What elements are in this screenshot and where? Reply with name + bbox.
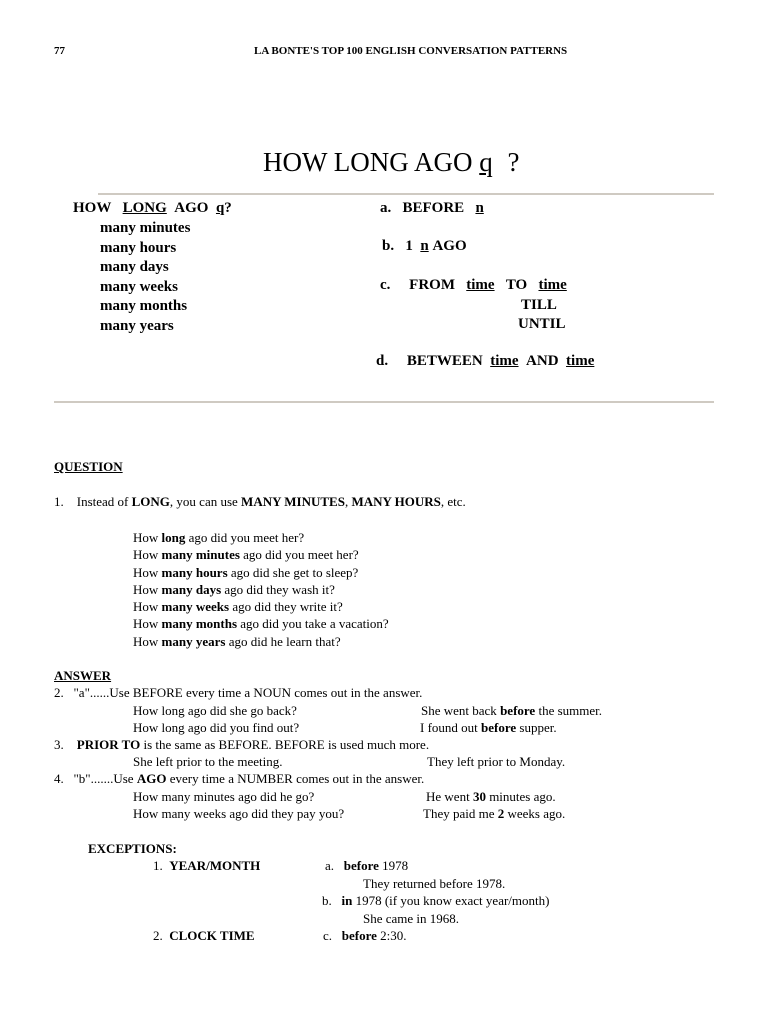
pattern-b [382, 238, 467, 255]
pattern-how: HOW [73, 200, 112, 216]
item-number: 1. [54, 494, 64, 509]
answer-pre: They paid me [423, 806, 498, 821]
pattern-c-from: FROM [409, 277, 455, 293]
answer-post: the summer. [535, 703, 602, 718]
exception-number: 2. [153, 928, 163, 943]
item2-ex1-q: How long ago did she go back? [133, 703, 297, 718]
item-number: 3. [54, 737, 64, 752]
exception-text: 1978 [378, 858, 409, 873]
exception-bold: before [343, 858, 379, 873]
question-heading: QUESTION [54, 459, 123, 474]
exception-label: CLOCK TIME [169, 928, 255, 943]
item4-ex1-a [426, 789, 556, 805]
pattern-c-letter: c. [380, 277, 391, 293]
exceptions-heading: EXCEPTIONS: [88, 841, 177, 856]
exception-1b-example: She came in 1968. [363, 911, 460, 926]
answer-pre: She went back [421, 703, 501, 718]
item3-text: is the same as BEFORE. BEFORE is used much more. [140, 737, 430, 752]
answer-pre: He went [426, 789, 473, 804]
pattern-question [73, 200, 232, 217]
item-number: 2. [54, 685, 64, 700]
item2-ex2-a [420, 720, 557, 736]
answer-post: weeks ago. [504, 806, 566, 821]
exception-bold: before [341, 928, 377, 943]
answer-post: supper. [516, 720, 557, 735]
example-line [133, 564, 389, 581]
pattern-b-word: AGO [432, 238, 467, 254]
example-bold: many minutes [161, 547, 240, 563]
example-post: ago did you meet her? [239, 547, 359, 563]
pattern-d-and: AND [526, 353, 559, 369]
example-line [133, 546, 389, 563]
pattern-qmark: ? [224, 200, 232, 216]
item3-bold: PRIOR TO [76, 737, 141, 752]
exception-text: 2:30. [376, 928, 407, 943]
alt-many-days: many days [100, 259, 169, 276]
exception-number: 1. [153, 858, 163, 873]
exception-1a [325, 858, 408, 874]
example-line [133, 598, 389, 615]
pattern-a-slot: n [475, 200, 484, 216]
example-pre: How [133, 547, 162, 563]
answer-item-3 [54, 737, 429, 753]
pattern-c-time2: time [538, 277, 567, 293]
pattern-alternatives [100, 219, 190, 337]
title-qmark: ? [507, 147, 520, 177]
exception-2c [323, 928, 407, 944]
example-bold: many days [161, 581, 222, 597]
pattern-c-until: UNTIL [518, 316, 566, 332]
pattern-d-between: BETWEEN [406, 353, 483, 369]
pattern-d-letter: d. [376, 353, 389, 369]
pattern-a [380, 200, 484, 217]
answer-bold: 2 [497, 806, 505, 821]
item4-ex2-q: How many weeks ago did they pay you? [133, 806, 345, 821]
pattern-d-time1: time [490, 353, 519, 369]
example-line [133, 581, 389, 598]
example-pre: How [133, 581, 162, 597]
pattern-c-to: TO [505, 277, 528, 293]
exception-text: 1978 (if you know exact year/month) [352, 893, 550, 908]
item4-post: every time a NUMBER comes out in the answer. [166, 771, 425, 786]
pattern-a-word: BEFORE [402, 200, 465, 216]
item2-ex2-q: How long ago did you find out? [133, 720, 300, 735]
pattern-b-slot: n [420, 238, 429, 254]
example-post: ago did he learn that? [225, 633, 341, 649]
example-post: ago did they write it? [229, 599, 343, 615]
example-bold: many years [161, 633, 226, 649]
example-post: ago did you take a vacation? [237, 616, 389, 632]
answer-pre: I found out [420, 720, 482, 735]
example-bold: many weeks [161, 599, 230, 615]
exception-letter: a. [325, 858, 335, 873]
answer-bold: before [500, 703, 536, 718]
answer-item-2 [54, 685, 422, 701]
item4-ex2-a [423, 806, 565, 822]
item1-text-2: , you can use [169, 494, 242, 509]
exception-letter: b. [322, 893, 332, 908]
pattern-d [376, 353, 594, 370]
item2-ex1-a [421, 703, 602, 719]
example-bold: long [161, 530, 186, 545]
pattern-ago: AGO [174, 200, 209, 216]
answer-bold: 30 [472, 789, 486, 804]
pattern-a-letter: a. [380, 200, 392, 216]
example-pre: How [133, 633, 162, 649]
example-bold: many months [161, 616, 238, 632]
exception-2 [153, 928, 255, 944]
pattern-long: LONG [122, 200, 167, 216]
book-title: LA BONTE'S TOP 100 ENGLISH CONVERSATION PATTERNS [254, 45, 568, 57]
exception-label: YEAR/MONTH [169, 858, 261, 873]
answer-bold: before [481, 720, 517, 735]
example-post: ago did she get to sleep? [227, 564, 359, 580]
example-pre: How [133, 599, 162, 615]
example-line [133, 615, 389, 632]
example-line [133, 633, 389, 650]
item4-bold: AGO [136, 771, 167, 786]
exception-1b [322, 893, 549, 909]
example-line [133, 529, 389, 546]
pattern-c-till: TILL [521, 297, 557, 313]
example-post: ago did you meet her? [185, 530, 305, 545]
pattern-c [380, 277, 567, 294]
page-title [263, 147, 519, 178]
example-post: ago did they wash it? [221, 581, 335, 597]
title-rule [98, 193, 714, 195]
pattern-b-letter: b. [382, 238, 395, 254]
item1-bold-2: MANY MINUTES [241, 494, 345, 509]
section-rule [54, 401, 714, 403]
title-marker: q [479, 147, 493, 177]
pattern-d-time2: time [566, 353, 595, 369]
item1-bold-1: LONG [131, 494, 170, 509]
title-text: HOW LONG AGO [263, 147, 473, 177]
pattern-c-time1: time [466, 277, 495, 293]
alt-many-weeks: many weeks [100, 278, 178, 295]
answer-post: minutes ago. [485, 789, 556, 804]
item4-pre: "b".......Use [73, 771, 137, 786]
pattern-b-number: 1 [405, 238, 413, 254]
item3-ex-a: They left prior to Monday. [427, 754, 566, 769]
exception-1a-example: They returned before 1978. [363, 876, 506, 891]
alt-many-months: many months [100, 298, 188, 315]
item4-ex1-q: How many minutes ago did he go? [133, 789, 315, 804]
alt-many-years: many years [100, 317, 174, 334]
item1-text-1: Instead of [76, 494, 132, 509]
pattern-q: q [215, 200, 225, 216]
question-item-1 [54, 494, 466, 510]
example-bold: many hours [161, 564, 228, 580]
page-number: 77 [54, 45, 65, 57]
item1-bold-3: MANY HOURS [351, 494, 441, 509]
item1-text-4: , etc. [440, 494, 466, 509]
alt-many-minutes: many minutes [100, 220, 191, 236]
answer-heading: ANSWER [54, 668, 112, 683]
item2-text: "a"......Use BEFORE every time a NOUN comes out in the answer. [73, 685, 423, 700]
answer-item-4 [54, 771, 424, 787]
example-pre: How [133, 564, 162, 580]
item-number: 4. [54, 771, 64, 786]
alt-many-hours: many hours [100, 239, 177, 256]
question-examples [133, 529, 389, 650]
item1-text-3: , [344, 494, 352, 509]
item3-ex-q: She left prior to the meeting. [133, 754, 283, 769]
example-pre: How [133, 530, 162, 545]
exception-bold: in [341, 893, 353, 908]
example-pre: How [133, 616, 162, 632]
exception-letter: c. [323, 928, 333, 943]
exception-1 [153, 858, 260, 874]
